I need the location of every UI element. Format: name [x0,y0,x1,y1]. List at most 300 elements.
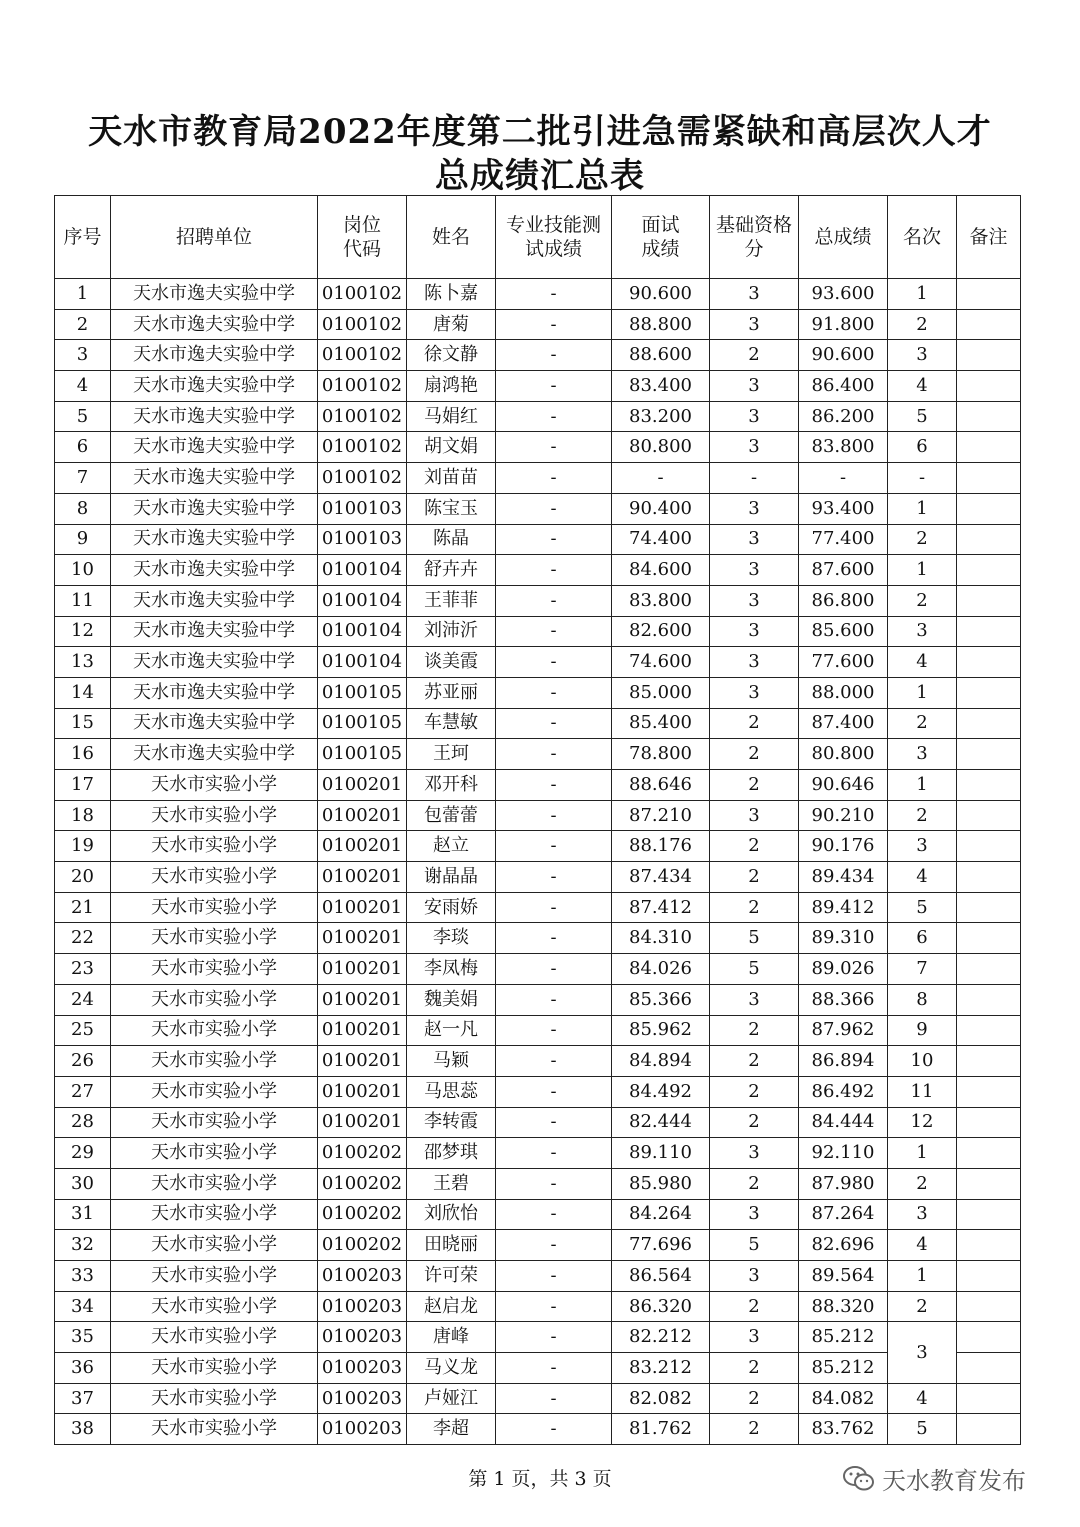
cell-note [957,1414,1021,1445]
cell-code: 0100104 [318,647,407,678]
cell-skill: - [496,1261,612,1292]
cell-unit: 天水市逸夫实验中学 [111,371,318,402]
watermark [842,1461,1026,1496]
cell-interview: 84.310 [612,923,710,954]
cell-rank: 5 [888,1414,957,1445]
cell-rank: 2 [888,309,957,340]
header-skill: 专业技能测试成绩 [496,196,612,279]
cell-name: 包蕾蕾 [407,800,496,831]
cell-note [957,279,1021,310]
cell-unit: 天水市实验小学 [111,1230,318,1261]
cell-note [957,463,1021,494]
cell-rank: 1 [888,1261,957,1292]
cell-unit: 天水市实验小学 [111,1138,318,1169]
cell-rank: 5 [888,892,957,923]
cell-name: 马思蕊 [407,1076,496,1107]
cell-unit: 天水市实验小学 [111,954,318,985]
cell-seq: 10 [55,555,111,586]
cell-rank: 1 [888,677,957,708]
cell-interview: 86.320 [612,1291,710,1322]
cell-note [957,800,1021,831]
table-header-row [55,196,1021,279]
cell-skill: - [496,371,612,402]
cell-skill: - [496,862,612,893]
table-row [55,309,1021,340]
cell-skill: - [496,831,612,862]
cell-base: 3 [710,524,799,555]
cell-code: 0100201 [318,954,407,985]
cell-rank: 6 [888,923,957,954]
cell-interview: 83.212 [612,1353,710,1384]
cell-unit: 天水市实验小学 [111,1261,318,1292]
cell-note [957,432,1021,463]
header-total: 总成绩 [799,196,888,279]
table-row [55,892,1021,923]
cell-interview: 84.492 [612,1076,710,1107]
page-number: 第 1 页，共 3 页 [468,1468,612,1490]
cell-seq: 3 [55,340,111,371]
cell-base: 5 [710,954,799,985]
cell-rank: 8 [888,984,957,1015]
cell-base: 5 [710,923,799,954]
cell-name: 王菲菲 [407,585,496,616]
cell-base: 3 [710,555,799,586]
cell-interview: 83.400 [612,371,710,402]
cell-name: 马颖 [407,1046,496,1077]
table-row [55,800,1021,831]
table-row [55,371,1021,402]
table-row [55,984,1021,1015]
cell-seq: 19 [55,831,111,862]
cell-skill: - [496,677,612,708]
cell-base: 2 [710,862,799,893]
cell-interview: 87.210 [612,800,710,831]
cell-rank: 3 [888,340,957,371]
cell-code: 0100103 [318,493,407,524]
cell-interview: 82.082 [612,1383,710,1414]
cell-name: 李超 [407,1414,496,1445]
table-row [55,432,1021,463]
cell-code: 0100201 [318,1015,407,1046]
cell-code: 0100104 [318,616,407,647]
table-row [55,1076,1021,1107]
cell-unit: 天水市逸夫实验中学 [111,279,318,310]
cell-skill: - [496,555,612,586]
cell-seq: 9 [55,524,111,555]
cell-total: 89.564 [799,1261,888,1292]
cell-note [957,770,1021,801]
cell-skill: - [496,984,612,1015]
cell-interview: 82.444 [612,1107,710,1138]
table-row [55,1414,1021,1445]
header-interview: 面试成绩 [612,196,710,279]
cell-rank: 2 [888,1291,957,1322]
cell-code: 0100201 [318,892,407,923]
cell-code: 0100203 [318,1261,407,1292]
cell-total: 86.200 [799,401,888,432]
cell-note [957,892,1021,923]
cell-total: 89.026 [799,954,888,985]
cell-seq: 30 [55,1168,111,1199]
cell-seq: 32 [55,1230,111,1261]
cell-interview: 74.600 [612,647,710,678]
table-row [55,770,1021,801]
cell-base: 2 [710,739,799,770]
cell-unit: 天水市实验小学 [111,923,318,954]
cell-rank: 3 [888,831,957,862]
cell-name: 扇鸿艳 [407,371,496,402]
cell-skill: - [496,892,612,923]
cell-code: 0100102 [318,432,407,463]
table-row [55,493,1021,524]
cell-code: 0100203 [318,1383,407,1414]
cell-seq: 37 [55,1383,111,1414]
cell-total: 77.600 [799,647,888,678]
cell-base: 2 [710,1383,799,1414]
cell-base: 3 [710,800,799,831]
cell-total: 89.412 [799,892,888,923]
cell-seq: 28 [55,1107,111,1138]
cell-unit: 天水市逸夫实验中学 [111,309,318,340]
cell-note [957,1199,1021,1230]
cell-unit: 天水市实验小学 [111,1046,318,1077]
cell-name: 车慧敏 [407,708,496,739]
cell-skill: - [496,493,612,524]
cell-interview: 77.696 [612,1230,710,1261]
cell-unit: 天水市逸夫实验中学 [111,432,318,463]
cell-skill: - [496,432,612,463]
cell-skill: - [496,1015,612,1046]
cell-total: 87.962 [799,1015,888,1046]
cell-code: 0100201 [318,862,407,893]
cell-skill: - [496,616,612,647]
cell-unit: 天水市逸夫实验中学 [111,340,318,371]
cell-total: 87.264 [799,1199,888,1230]
cell-unit: 天水市逸夫实验中学 [111,708,318,739]
cell-interview: 88.600 [612,340,710,371]
header-rank: 名次 [888,196,957,279]
cell-skill: - [496,1138,612,1169]
cell-base: 3 [710,677,799,708]
watermark-text: 天水教育发布 [882,1467,1026,1495]
cell-rank: 4 [888,1383,957,1414]
cell-name: 田晓丽 [407,1230,496,1261]
cell-interview: 85.980 [612,1168,710,1199]
table-row [55,524,1021,555]
cell-interview: 84.264 [612,1199,710,1230]
cell-base: 2 [710,708,799,739]
cell-seq: 1 [55,279,111,310]
cell-note [957,340,1021,371]
cell-seq: 15 [55,708,111,739]
cell-interview: 82.212 [612,1322,710,1353]
cell-code: 0100102 [318,463,407,494]
cell-rank: 1 [888,1138,957,1169]
cell-interview: 90.400 [612,493,710,524]
cell-seq: 24 [55,984,111,1015]
cell-interview: 87.412 [612,892,710,923]
cell-name: 马义龙 [407,1353,496,1384]
cell-code: 0100202 [318,1230,407,1261]
cell-total: 89.434 [799,862,888,893]
cell-total: 83.762 [799,1414,888,1445]
cell-note [957,1076,1021,1107]
cell-base: 3 [710,616,799,647]
cell-rank: 1 [888,279,957,310]
header-name: 姓名 [407,196,496,279]
cell-note [957,1353,1021,1384]
cell-unit: 天水市逸夫实验中学 [111,524,318,555]
cell-base: 3 [710,647,799,678]
cell-name: 苏亚丽 [407,677,496,708]
document-subtitle: 总成绩汇总表 [435,156,645,196]
cell-total: 85.600 [799,616,888,647]
cell-name: 安雨娇 [407,892,496,923]
cell-note [957,1261,1021,1292]
cell-interview: 88.646 [612,770,710,801]
score-table [54,195,1021,1445]
cell-name: 李转霞 [407,1107,496,1138]
cell-unit: 天水市实验小学 [111,1199,318,1230]
cell-unit: 天水市逸夫实验中学 [111,585,318,616]
cell-base: 2 [710,1414,799,1445]
cell-total: 80.800 [799,739,888,770]
cell-interview: 80.800 [612,432,710,463]
cell-name: 赵立 [407,831,496,862]
cell-rank: 2 [888,708,957,739]
cell-name: 赵一凡 [407,1015,496,1046]
cell-base: 3 [710,371,799,402]
cell-note [957,954,1021,985]
cell-note [957,1168,1021,1199]
cell-name: 许可荣 [407,1261,496,1292]
cell-total: 84.444 [799,1107,888,1138]
cell-interview: 88.800 [612,309,710,340]
cell-skill: - [496,739,612,770]
cell-skill: - [496,1230,612,1261]
cell-seq: 4 [55,371,111,402]
table-row [55,1261,1021,1292]
table-row [55,708,1021,739]
cell-base: 3 [710,432,799,463]
cell-note [957,309,1021,340]
cell-base: 3 [710,493,799,524]
cell-rank: 12 [888,1107,957,1138]
cell-note [957,555,1021,586]
cell-skill: - [496,770,612,801]
cell-name: 刘苗苗 [407,463,496,494]
cell-skill: - [496,1046,612,1077]
cell-name: 陈晶 [407,524,496,555]
cell-code: 0100202 [318,1168,407,1199]
cell-name: 赵启龙 [407,1291,496,1322]
cell-base: 3 [710,401,799,432]
cell-total: 92.110 [799,1138,888,1169]
cell-skill: - [496,524,612,555]
cell-seq: 26 [55,1046,111,1077]
cell-base: 2 [710,1046,799,1077]
cell-unit: 天水市逸夫实验中学 [111,493,318,524]
cell-name: 刘沛沂 [407,616,496,647]
header-seq: 序号 [55,196,111,279]
cell-unit: 天水市逸夫实验中学 [111,677,318,708]
cell-base: 5 [710,1230,799,1261]
cell-base: 3 [710,1261,799,1292]
table-row [55,1138,1021,1169]
cell-interview: 84.026 [612,954,710,985]
document-title: 天水市教育局2022年度第二批引进急需紧缺和高层次人才 [88,112,992,152]
cell-name: 马娟红 [407,401,496,432]
table-row [55,555,1021,586]
cell-rank: 4 [888,1230,957,1261]
table-row [55,1168,1021,1199]
cell-total: 87.980 [799,1168,888,1199]
cell-seq: 35 [55,1322,111,1353]
header-note: 备注 [957,196,1021,279]
cell-skill: - [496,1322,612,1353]
cell-total: 88.000 [799,677,888,708]
cell-note [957,493,1021,524]
cell-base: 2 [710,1015,799,1046]
table-row [55,401,1021,432]
header-base: 基础资格分 [710,196,799,279]
cell-base: 3 [710,585,799,616]
cell-total: 88.320 [799,1291,888,1322]
cell-seq: 20 [55,862,111,893]
cell-seq: 29 [55,1138,111,1169]
cell-total: 82.696 [799,1230,888,1261]
cell-code: 0100201 [318,923,407,954]
cell-rank: 6 [888,432,957,463]
cell-interview: 86.564 [612,1261,710,1292]
table-row [55,1230,1021,1261]
cell-skill: - [496,463,612,494]
cell-code: 0100201 [318,770,407,801]
cell-rank: 4 [888,647,957,678]
cell-skill: - [496,1107,612,1138]
cell-seq: 33 [55,1261,111,1292]
cell-code: 0100104 [318,585,407,616]
cell-total: 87.400 [799,708,888,739]
cell-code: 0100201 [318,800,407,831]
cell-base: 2 [710,770,799,801]
table-row [55,616,1021,647]
cell-code: 0100102 [318,279,407,310]
cell-seq: 25 [55,1015,111,1046]
cell-skill: - [496,1168,612,1199]
wechat-icon [842,1464,876,1494]
cell-total: 85.212 [799,1322,888,1353]
cell-skill: - [496,1353,612,1384]
cell-unit: 天水市实验小学 [111,1107,318,1138]
cell-base: 2 [710,892,799,923]
cell-unit: 天水市逸夫实验中学 [111,616,318,647]
cell-skill: - [496,647,612,678]
cell-rank: 1 [888,493,957,524]
table-row [55,1383,1021,1414]
cell-code: 0100201 [318,984,407,1015]
table-row [55,954,1021,985]
cell-interview: 89.110 [612,1138,710,1169]
cell-name: 唐菊 [407,309,496,340]
cell-name: 陈卜嘉 [407,279,496,310]
cell-note [957,524,1021,555]
cell-code: 0100202 [318,1199,407,1230]
cell-seq: 27 [55,1076,111,1107]
table-row [55,585,1021,616]
table-row [55,463,1021,494]
cell-unit: 天水市实验小学 [111,1291,318,1322]
cell-rank: 2 [888,524,957,555]
cell-note [957,1138,1021,1169]
cell-note [957,708,1021,739]
cell-unit: 天水市逸夫实验中学 [111,555,318,586]
cell-seq: 2 [55,309,111,340]
table-row [55,647,1021,678]
cell-unit: 天水市实验小学 [111,1414,318,1445]
cell-skill: - [496,1076,612,1107]
cell-note [957,401,1021,432]
cell-base: 3 [710,279,799,310]
cell-seq: 17 [55,770,111,801]
cell-rank: 4 [888,862,957,893]
cell-base: 2 [710,1353,799,1384]
cell-note [957,923,1021,954]
cell-note [957,862,1021,893]
cell-name: 王碧 [407,1168,496,1199]
cell-seq: 13 [55,647,111,678]
cell-total: 89.310 [799,923,888,954]
cell-unit: 天水市实验小学 [111,892,318,923]
cell-name: 唐峰 [407,1322,496,1353]
cell-code: 0100102 [318,340,407,371]
cell-interview: 83.200 [612,401,710,432]
cell-rank: 2 [888,585,957,616]
table-row [55,1046,1021,1077]
cell-seq: 5 [55,401,111,432]
cell-seq: 23 [55,954,111,985]
table-row [55,1353,1021,1384]
cell-total: 93.600 [799,279,888,310]
cell-unit: 天水市实验小学 [111,831,318,862]
cell-unit: 天水市逸夫实验中学 [111,647,318,678]
cell-base: 2 [710,1107,799,1138]
cell-note [957,1107,1021,1138]
cell-skill: - [496,585,612,616]
header-code: 岗位代码 [318,196,407,279]
cell-code: 0100105 [318,739,407,770]
cell-total: 90.210 [799,800,888,831]
cell-code: 0100105 [318,708,407,739]
table-row [55,923,1021,954]
cell-interview: 81.762 [612,1414,710,1445]
cell-total: 87.600 [799,555,888,586]
cell-seq: 36 [55,1353,111,1384]
cell-total: 90.646 [799,770,888,801]
cell-interview: 90.600 [612,279,710,310]
cell-note [957,739,1021,770]
cell-skill: - [496,954,612,985]
cell-code: 0100201 [318,831,407,862]
cell-total: 86.400 [799,371,888,402]
table-row [55,739,1021,770]
cell-name: 卢娅江 [407,1383,496,1414]
cell-skill: - [496,279,612,310]
cell-seq: 7 [55,463,111,494]
cell-note [957,1015,1021,1046]
table-row [55,1322,1021,1353]
cell-unit: 天水市实验小学 [111,1383,318,1414]
